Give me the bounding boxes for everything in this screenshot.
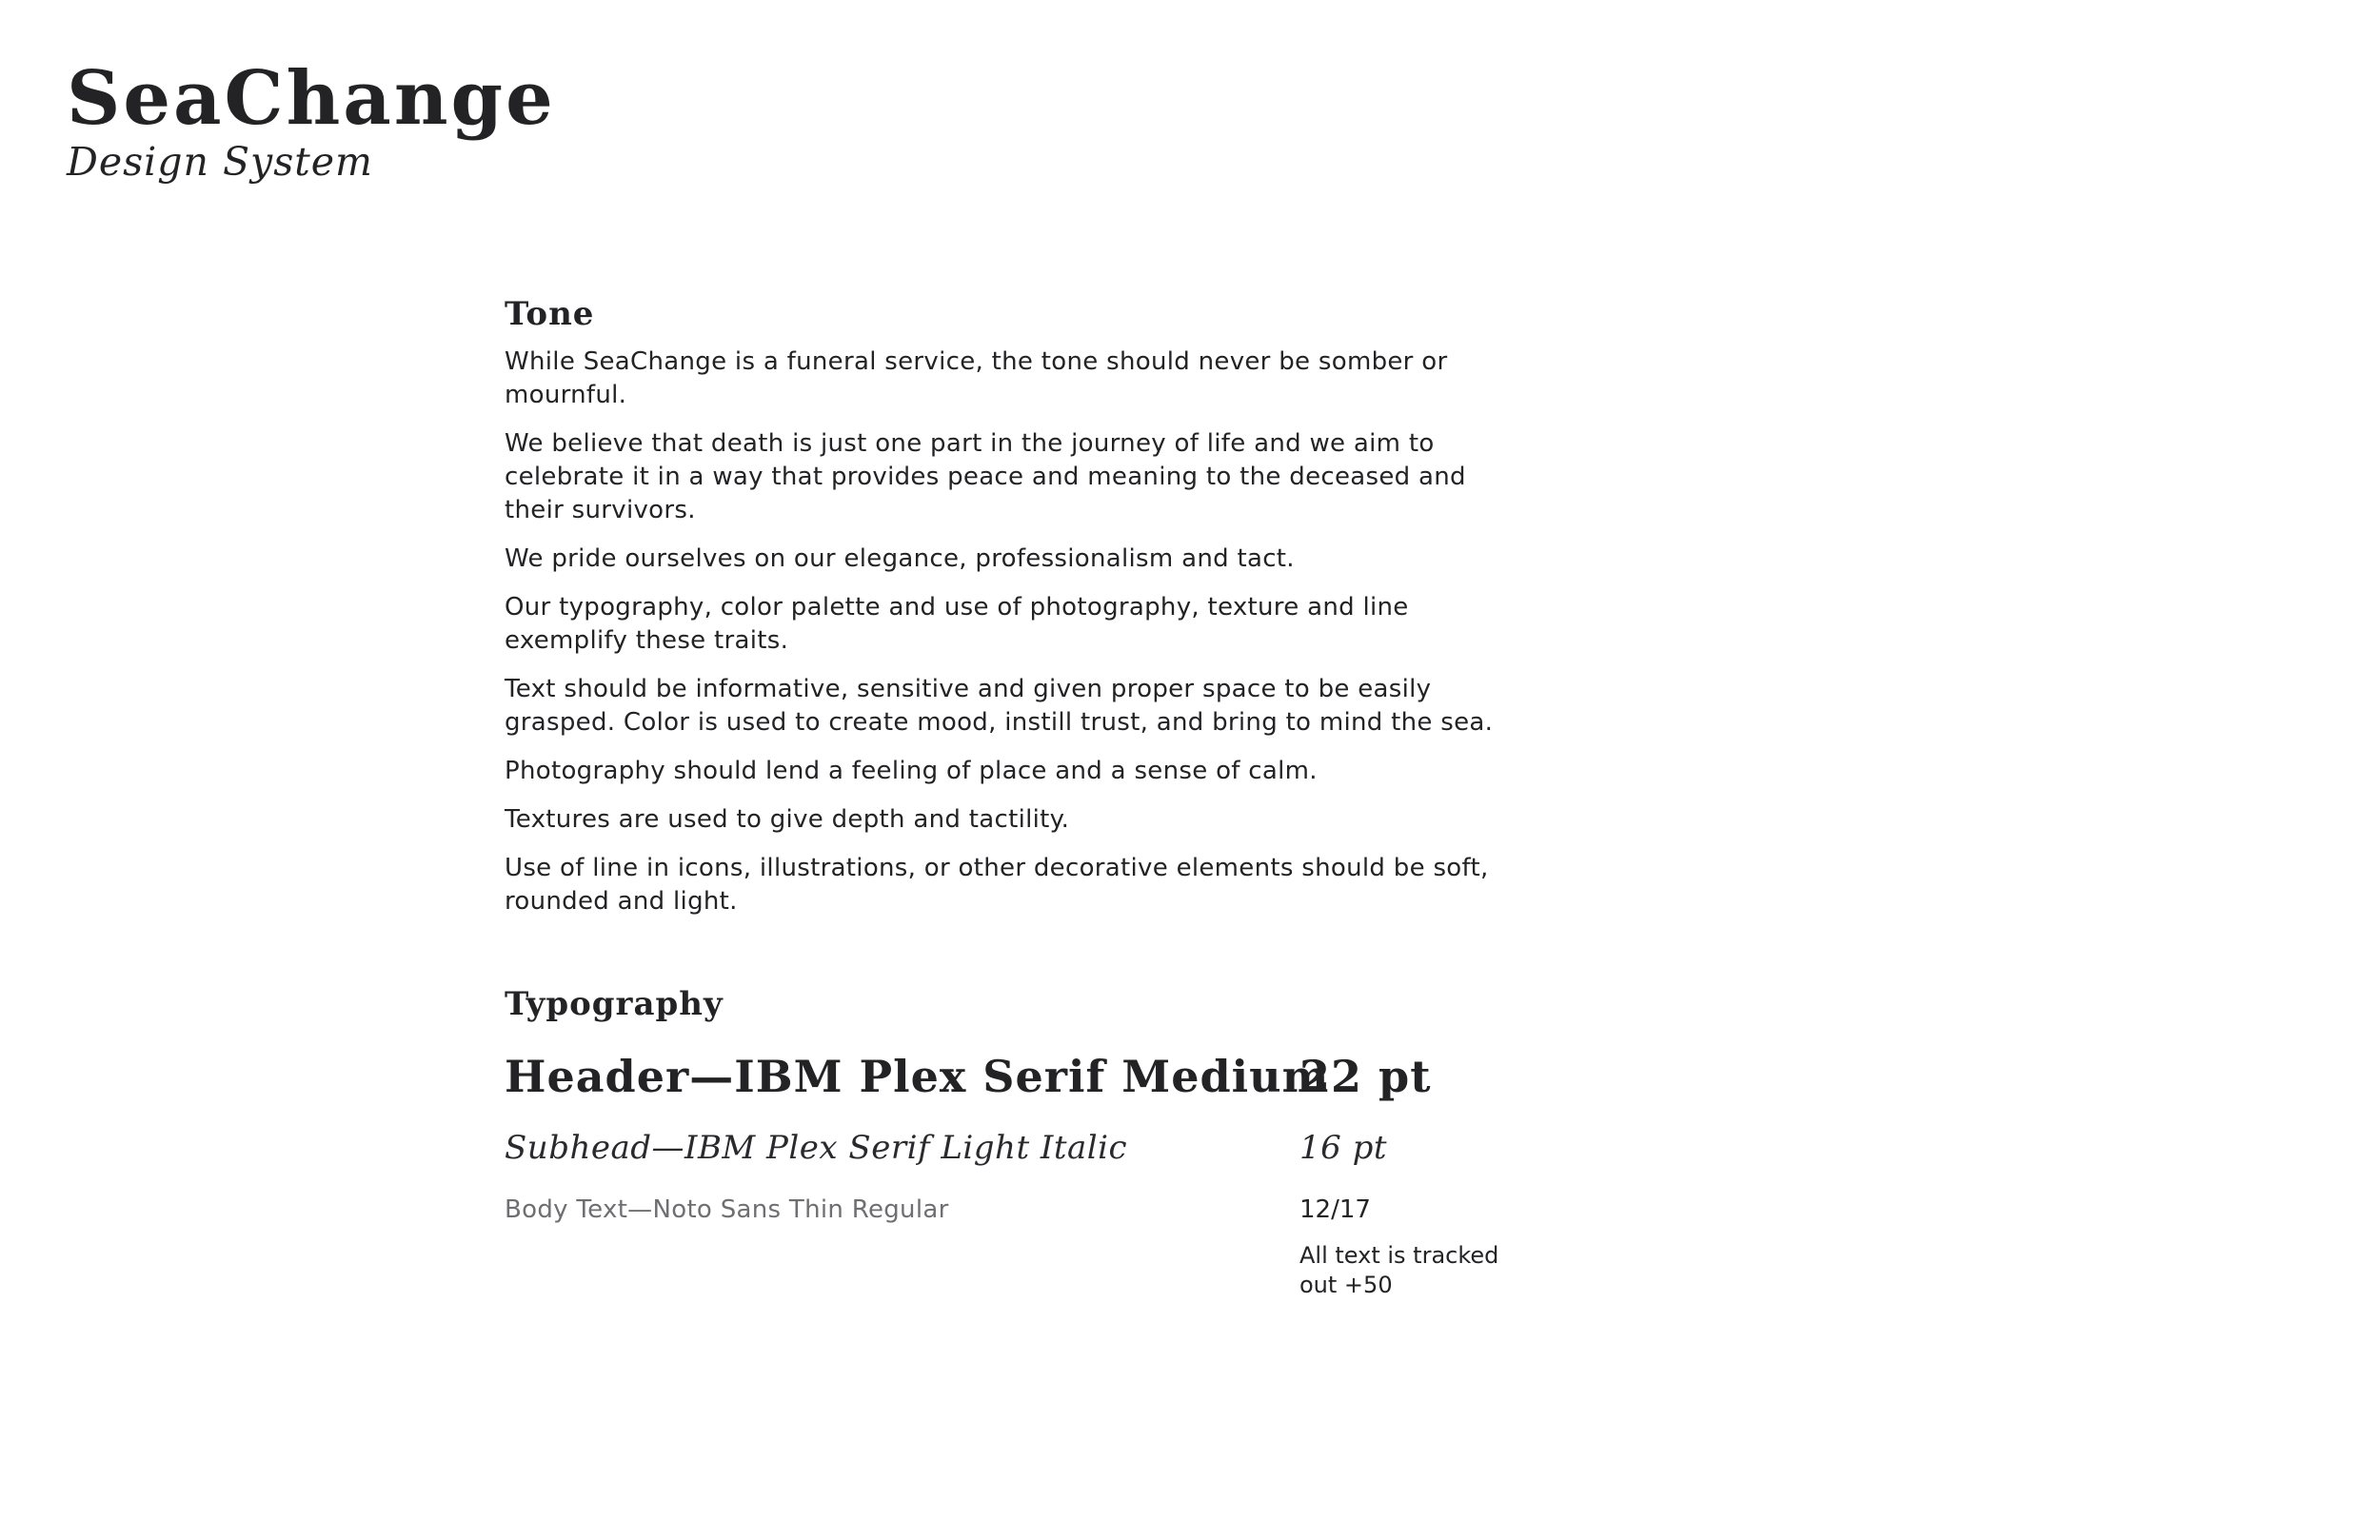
header-style-size: 22 pt bbox=[1299, 1051, 1432, 1102]
typography-subhead-row bbox=[505, 1127, 1552, 1194]
body-style-label: Body Text—Noto Sans Thin Regular bbox=[505, 1195, 949, 1224]
brand-subtitle: Design System bbox=[67, 139, 373, 185]
tone-paragraph: We believe that death is just one part in the journey of life and we aim to celebrate it in a way that provides peace and meaning to the deceased and their survivors. bbox=[505, 429, 1466, 524]
subhead-style-size: 16 pt bbox=[1299, 1129, 1387, 1167]
header-style-label: Header—IBM Plex Serif Medium bbox=[505, 1051, 1330, 1102]
brand-lockup bbox=[67, 53, 556, 187]
body-style-specs bbox=[1299, 1194, 1518, 1300]
subhead-style-label: Subhead—IBM Plex Serif Light Italic bbox=[505, 1129, 1128, 1167]
typography-header-row bbox=[505, 1049, 1552, 1127]
body-style-size: 12/17 bbox=[1299, 1195, 1371, 1224]
tone-paragraph: Our typography, color palette and use of photography, texture and line exemplify these traits. bbox=[505, 593, 1409, 655]
typography-section bbox=[505, 980, 1552, 1308]
tone-paragraph: We pride ourselves on our elegance, professionalism and tact. bbox=[505, 544, 1295, 573]
tone-paragraph: Text should be informative, sensitive and given proper space to be easily grasped. Color is used to create mood, instill trust, and bring to mind the sea. bbox=[505, 675, 1494, 737]
tone-section bbox=[505, 290, 1552, 934]
typography-body-row bbox=[505, 1194, 1552, 1308]
tracking-note: All text is tracked out +50 bbox=[1299, 1242, 1499, 1298]
tone-paragraph: Use of line in icons, illustrations, or other decorative elements should be soft, rounded and light. bbox=[505, 854, 1489, 916]
tone-paragraph: While SeaChange is a funeral service, the tone should never be somber or mournful. bbox=[505, 347, 1448, 409]
tone-paragraph: Textures are used to give depth and tactility. bbox=[505, 805, 1070, 834]
tone-paragraph: Photography should lend a feeling of place and a sense of calm. bbox=[505, 757, 1318, 785]
tone-title: Tone bbox=[505, 295, 595, 333]
brand-title: SeaChange bbox=[67, 55, 556, 142]
typography-title: Typography bbox=[505, 985, 724, 1023]
